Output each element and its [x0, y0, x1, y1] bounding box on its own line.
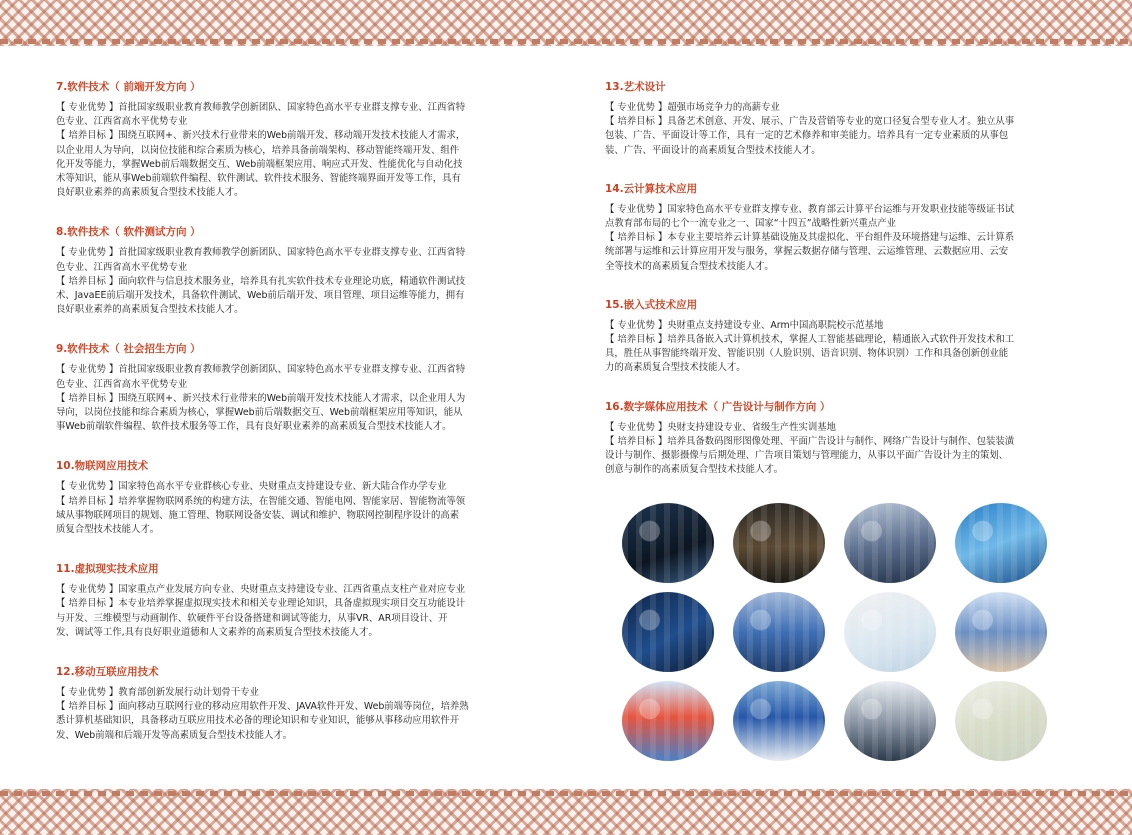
competition-stage-photo — [622, 681, 714, 761]
cloud-dashboard-photo — [955, 503, 1047, 583]
program-description-line: 【 专业优势 】首批国家级职业教育教师教学创新团队、国家特色高水平专业群支撑专业、江西省特 — [56, 102, 466, 113]
right-column — [605, 80, 1075, 501]
program-description-line: 【 培养目标 】培养掌握物联网系统的构建方法，在智能交通、智能电网、智能家居、智能物流等领 — [56, 495, 466, 507]
program-section — [56, 225, 526, 317]
program-section — [56, 80, 526, 200]
exhibition-photo — [955, 592, 1047, 672]
program-description-line: 【 培养目标 】具备艺术创意、开发、展示、广告及营销等专业的宽口径复合型专业人才。独立从事 — [605, 116, 1015, 128]
program-description-line: 【 专业优势 】央财重点支持建设专业、Arm中国高职院校示范基地 — [605, 319, 884, 331]
web-technology-photo — [844, 592, 936, 672]
program-description-line: 色专业、江西省高水平优势专业 — [56, 116, 188, 128]
program-title: 14.云计算技术应用 — [605, 182, 698, 195]
program-description-line: 导向，以岗位技能和综合素质为核心，掌握Web前后端数据交互、Web前端框架应用等知识，能从 — [56, 407, 463, 419]
program-title: 16.数字媒体应用技术（ 广告设计与制作方向 ） — [605, 400, 831, 413]
program-description-line: 色专业、江西省高水平优势专业 — [56, 261, 188, 273]
program-description-line: 良好职业素养的高素质复合型技术技能人才。 — [56, 304, 244, 316]
program-title: 12.移动互联应用技术 — [56, 666, 159, 679]
award-ceremony-photo — [733, 592, 825, 672]
program-description-line: 【 培养目标 】面向软件与信息技术服务业，培养具有扎实软件技术专业理论功底，精通软件测试技 — [56, 275, 466, 287]
training-room-photo — [844, 681, 936, 761]
program-description-line: 【 专业优势 】国家特色高水平专业群核心专业、央财重点支持建设专业、新大陆合作办学专业 — [56, 481, 447, 493]
program-description-line: 包装、广告、平面设计等工作，具有一定的艺术修养和审美能力。培养具有一定专业素质的从事包 — [605, 130, 1009, 142]
program-description-line: 【 培养目标 】本专业主要培养云计算基础设施及其虚拟化、平台组件及环境搭建与运维、云计算系 — [605, 232, 1015, 244]
program-title: 13.艺术设计 — [605, 81, 666, 93]
program-description-line: 全等技术的高素质复合型技术技能人才。 — [605, 260, 774, 272]
program-section — [56, 459, 526, 537]
program-description-line: 【 专业优势 】教育部创新发展行动计划骨干专业 — [56, 687, 259, 699]
program-description-line: 装、广告、平面设计的高素质复合型技术技能人才。 — [605, 144, 821, 156]
program-description-line: 【 专业优势 】首批国家级职业教育教师教学创新团队、国家特色高水平专业群支撑专业、江西省特 — [56, 247, 466, 259]
program-description-line: 术等知识，能从事Web前端软件编程、软件测试、软件技术服务、智能终端界面开发等工作，具有 — [56, 173, 461, 185]
program-description-line: 域从事物联网项目的规划、施工管理、物联网设备安装、调试和维护、物联网控制程序设计的高素 — [56, 509, 460, 521]
program-title: 10.物联网应用技术 — [56, 460, 149, 473]
program-description-line: 创意与制作的高素质复合型技术技能人才。 — [605, 464, 784, 476]
program-description-line: 统部署与运维和云计算应用开发与服务，掌握云数据存储与管理、云运维管理、云数据应用、云安 — [605, 246, 1009, 258]
program-description-line: 【 专业优势 】首批国家级职业教育教师教学创新团队、国家特色高水平专业群支撑专业、江西省特 — [56, 364, 466, 376]
program-description-line: 良好职业素养的高素质复合型技术技能人才。 — [56, 187, 244, 199]
program-description-line: 发、调试等工作,具有良好职业道德和人文素养的高素质复合型技术技能人才。 — [56, 626, 378, 638]
program-title: 7.软件技术（ 前端开发方向 ） — [56, 81, 201, 93]
program-description-line: 点教育部布局的七个一流专业之一、国家“十四五”战略性新兴重点产业 — [605, 218, 896, 230]
program-description-line: 【 专业优势 】国家重点产业发展方向专业、央财重点支持建设专业、江西省重点支柱产业对应专业 — [56, 584, 466, 596]
program-title: 11.虚拟现实技术应用 — [56, 563, 159, 576]
program-title: 9.软件技术（ 社会招生方向 ） — [56, 343, 201, 356]
program-description-line: 【 专业优势 】超强市场竞争力的高薪专业 — [605, 102, 780, 113]
computer-lab-photo — [844, 503, 936, 583]
left-column — [56, 80, 526, 768]
program-section — [56, 342, 526, 434]
program-description-line: 【 培养目标 】培养具备数码图形图像处理、平面广告设计与制作、网络广告设计与制作、包装装潢 — [605, 435, 1015, 447]
program-description-line: 【 培养目标 】围绕互联网+、新兴技术行业带来的Web前端开发技术技能人才需求，以企业用人为 — [56, 392, 466, 404]
program-description-line: 【 专业优势 】央财支持建设专业、省级生产性实训基地 — [605, 421, 836, 433]
program-section — [605, 80, 1075, 158]
photo-collage — [622, 503, 1042, 761]
program-section — [605, 182, 1075, 274]
decorative-border-top — [0, 0, 1132, 46]
program-title: 8.软件技术（ 软件测试方向 ） — [56, 226, 201, 239]
program-description-line: 质复合型技术技能人才。 — [56, 524, 160, 536]
program-description-line: 设计与制作、摄影摄像与后期处理、广告项目策划与管理能力，从事以平面广告设计为主的策划、 — [605, 450, 1009, 462]
program-description-line: 以企业用人为导向，以岗位技能和综合素质为核心，培养具备前端架构、移动智能终端开发、组件 — [56, 144, 460, 156]
program-description-line: 化开发等能力，掌握Web前后端数据交互、Web前端框架应用、响应式开发、性能优化与自动化技 — [56, 158, 463, 170]
control-room-photo — [622, 503, 714, 583]
program-description-line: 发、Web前端和后端开发等高素质复合型技术技能人才。 — [56, 729, 293, 741]
program-description-line: 事Web前端软件编程、软件技术服务等工作，具有良好职业素养的高素质复合型技术技能人才。 — [56, 421, 452, 433]
program-description-line: 术、JavaEE前后端开发技术，具备软件测试、Web前后端开发、项目管理、项目运维等能力，拥有 — [56, 290, 465, 302]
program-description-line: 具，胜任从事智能终端开发、智能识别（人脸识别、语音识别、物体识别）工作和具备创新创业能 — [605, 348, 1009, 360]
program-section — [605, 400, 1075, 478]
program-title: 15.嵌入式技术应用 — [605, 298, 698, 311]
program-description-line: 力的高素质复合型技术技能人才。 — [605, 362, 746, 374]
program-description-line: 悉计算机基础知识，具备移动互联应用技术必备的理论知识和专业知识，能够从事移动应用软件开 — [56, 715, 460, 727]
program-description-line: 与开发、三维模型与动画制作、软硬件平台设备搭建和调试等能力，从事VR、AR项目设计、开 — [56, 612, 448, 624]
program-description-line: 色专业、江西省高水平优势专业 — [56, 378, 188, 390]
program-description-line: 【 培养目标 】面向移动互联网行业的移动应用软件开发、JAVA软件开发、Web前端等岗位，培养熟 — [56, 701, 469, 713]
program-description-line: 【 培养目标 】培养具备嵌入式计算机技术，掌握人工智能基础理论，精通嵌入式软件开发技术和工 — [605, 334, 1015, 346]
city-map-photo — [955, 681, 1047, 761]
team-award-photo — [733, 681, 825, 761]
program-description-line: 【 专业优势 】国家特色高水平专业群支撑专业、教育部云计算平台运维与开发职业技能等级证书试 — [605, 203, 1015, 215]
program-section — [56, 562, 526, 640]
program-section — [56, 665, 526, 743]
group-photo — [733, 503, 825, 583]
program-section — [605, 298, 1075, 376]
program-description-line: 【 培养目标 】本专业培养掌握虚拟现实技术和相关专业理论知识，具备虚拟现实项目交互功能设计 — [56, 598, 466, 610]
decorative-border-bottom — [0, 789, 1132, 835]
ai-chip-photo — [622, 592, 714, 672]
program-description-line: 【 培养目标 】围绕互联网+、新兴技术行业带来的Web前端开发、移动端开发技术技能人才需求， — [56, 130, 466, 142]
